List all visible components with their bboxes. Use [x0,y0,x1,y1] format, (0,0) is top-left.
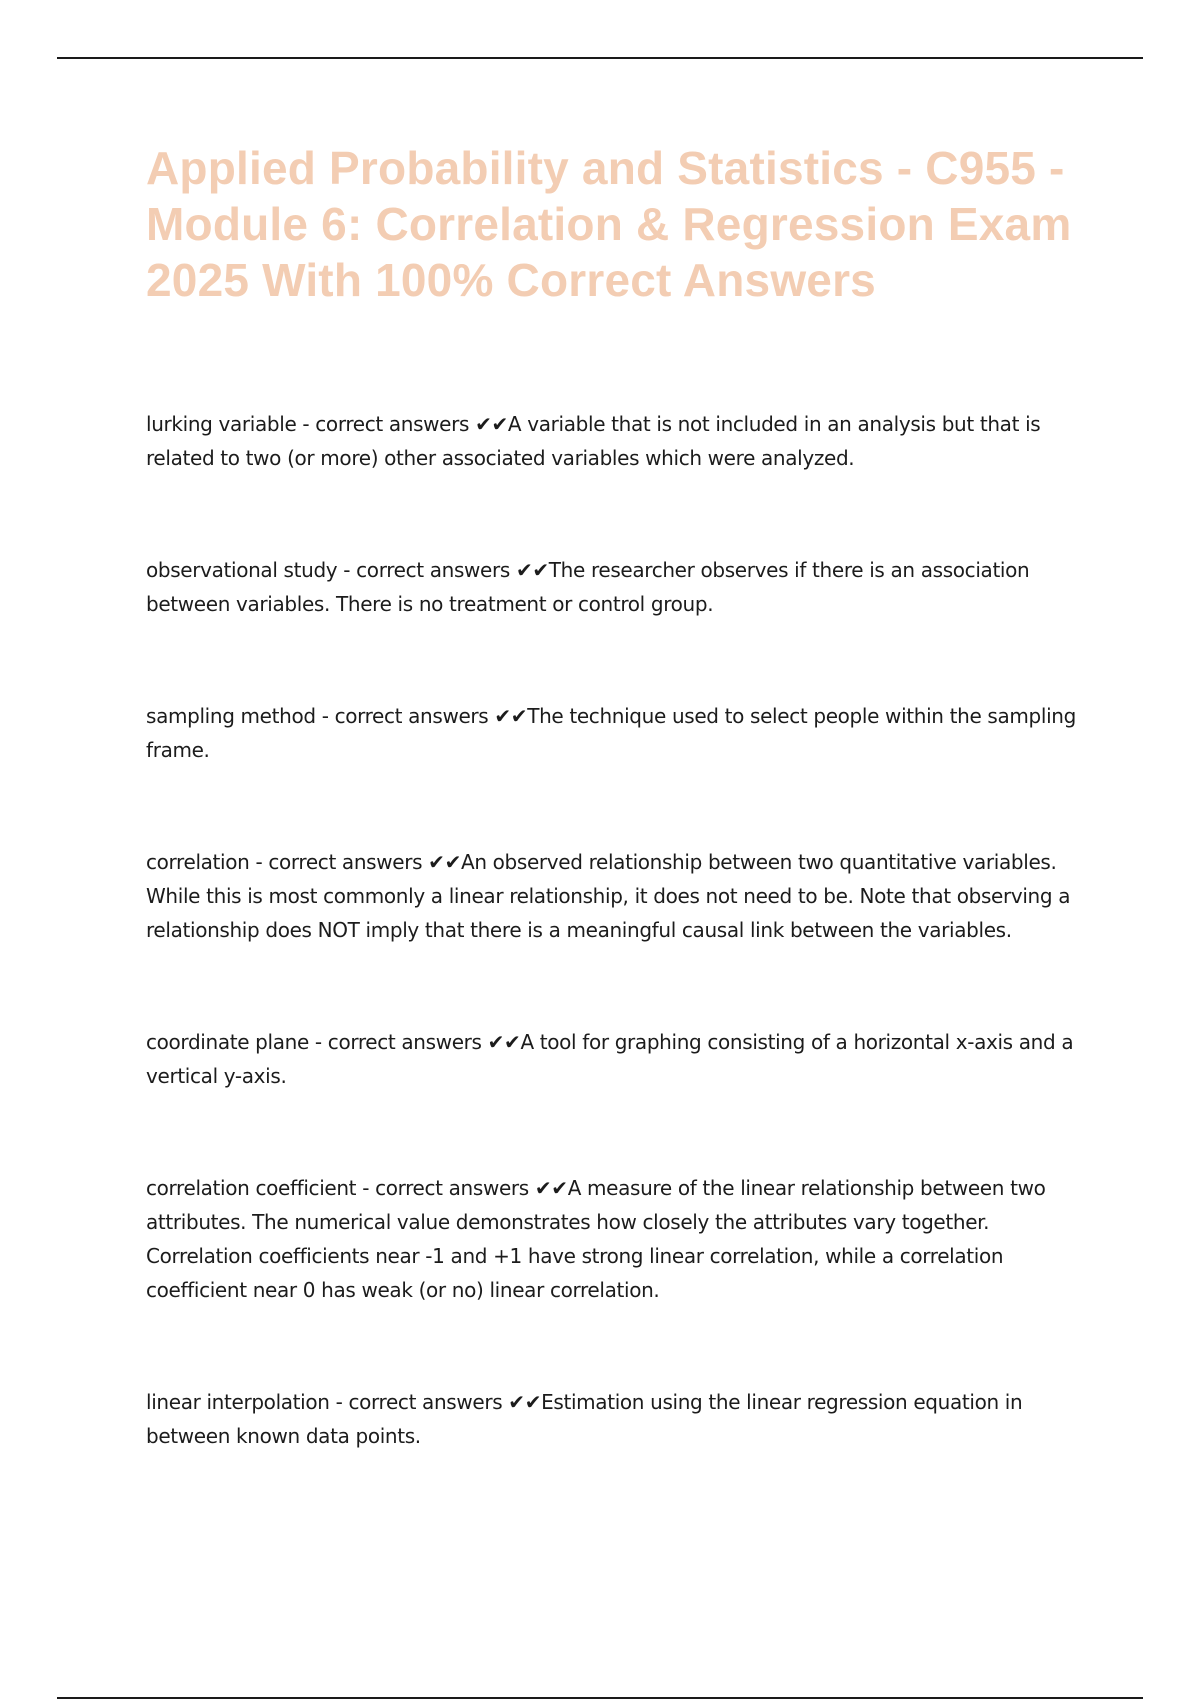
entry-separator: - correct answers [337,558,516,582]
entry-definition: The technique used to select people within the sampling frame. [146,704,1076,762]
entry-separator: - correct answers [249,850,429,874]
entry-separator: - correct answers [329,1390,509,1414]
entry-definition: A measure of the linear relationship between two attributes. The numerical value demonstrates how closely the attributes vary together. Correlation coefficients near -1 and +1 have strong linear correlation, while a correlation coefficient near 0 has weak (or no) linear correlation. [146,1176,1046,1302]
entry-separator: - correct answers [296,412,476,436]
entry-term: linear interpolation [146,1390,330,1414]
entry-definition: An observed relationship between two quantitative variables. While this is most commonly a linear relationship, it does not need to be. Note that observing a relationship does NOT imply that there is a meaningful causal link between the variables. [146,850,1071,942]
check-marks-icon: ✔✔ [534,1176,568,1200]
check-marks-icon: ✔✔ [428,850,461,874]
entry-term: observational study [146,558,338,582]
entry [146,1385,1086,1453]
entry [146,699,1086,767]
entry-list [146,407,1086,1453]
entry-term: coordinate plane [146,1030,309,1054]
entry [146,407,1086,475]
check-marks-icon: ✔✔ [494,704,528,728]
top-rule [57,57,1143,59]
check-marks-icon: ✔✔ [475,412,508,436]
entry [146,1025,1086,1093]
entry-term: correlation [146,850,250,874]
entry-definition: A tool for graphing consisting of a horizontal x-axis and a vertical y-axis. [146,1030,1074,1088]
entry-separator: - correct answers [315,704,495,728]
entry [146,1171,1086,1307]
entry-term: lurking variable [146,412,297,436]
entry-term: sampling method [146,704,316,728]
entry-definition: A variable that is not included in an analysis but that is related to two (or more) other associated variables which were analyzed. [146,412,1041,470]
entry [146,553,1086,621]
entry-separator: - correct answers [308,1030,488,1054]
check-marks-icon: ✔✔ [487,1030,521,1054]
check-marks-icon: ✔✔ [515,558,549,582]
bottom-rule [57,1697,1143,1699]
document-body [146,140,1086,1531]
check-marks-icon: ✔✔ [508,1390,542,1414]
entry-definition: The researcher observes if there is an association between variables. There is no treatment or control group. [146,558,1030,616]
entry-definition: Estimation using the linear regression equation in between known data points. [146,1390,1023,1448]
entry-separator: - correct answers [356,1176,535,1200]
entry [146,845,1086,947]
document-title: Applied Probability and Statistics - C955 - Module 6: Correlation & Regression Exam 2025 With 100% Correct Answers [146,142,1072,306]
entry-term: correlation coefficient [146,1176,357,1200]
